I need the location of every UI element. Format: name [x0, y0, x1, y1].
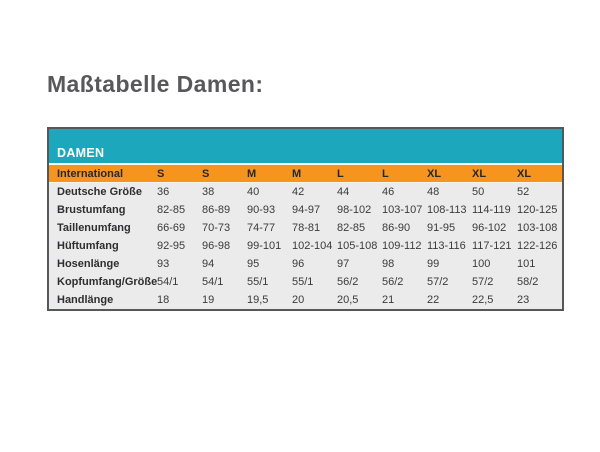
row-label: Hüftumfang	[57, 240, 119, 252]
value-cell: 99	[427, 258, 440, 270]
value-cell: 56/2	[337, 276, 359, 288]
row-label: Hosenlänge	[57, 258, 120, 270]
value-cell: 86-89	[202, 204, 231, 216]
value-cell: 114-119	[472, 204, 511, 216]
size-header-cell: XL	[517, 167, 532, 180]
size-header-cell: L	[382, 167, 389, 180]
value-cell: 78-81	[292, 222, 321, 234]
value-cell: 90-93	[247, 204, 276, 216]
row-label: Handlänge	[57, 294, 114, 306]
page-title: Maßtabelle Damen:	[47, 71, 264, 97]
value-cell: 113-116	[427, 240, 466, 252]
size-table	[47, 127, 564, 311]
value-cell: 96-102	[472, 222, 507, 234]
value-cell: 103-107	[382, 204, 423, 216]
value-cell: 101	[517, 258, 536, 270]
value-cell: 50	[472, 186, 485, 198]
value-cell: 92-95	[157, 240, 186, 252]
value-cell: 21	[382, 294, 395, 306]
value-cell: 48	[427, 186, 440, 198]
size-header-cell: XL	[427, 167, 442, 180]
value-cell: 97	[337, 258, 350, 270]
value-cell: 38	[202, 186, 215, 198]
value-cell: 96-98	[202, 240, 231, 252]
value-cell: 20,5	[337, 294, 359, 306]
value-cell: 46	[382, 186, 395, 198]
table-row	[49, 255, 562, 273]
value-cell: 58/2	[517, 276, 539, 288]
value-cell: 36	[157, 186, 170, 198]
row-label: Deutsche Größe	[57, 186, 142, 198]
value-cell: 103-108	[517, 222, 558, 234]
table-row	[49, 237, 562, 255]
value-cell: 18	[157, 294, 170, 306]
value-cell: 57/2	[427, 276, 449, 288]
table-row	[49, 273, 562, 291]
table-row	[49, 183, 562, 201]
value-cell: 94-97	[292, 204, 321, 216]
row-label: Taillenumfang	[57, 222, 131, 234]
value-cell: 19	[202, 294, 215, 306]
value-cell: 109-112	[382, 240, 422, 252]
size-header-cell: XL	[472, 167, 487, 180]
value-cell: 52	[517, 186, 530, 198]
value-cell: 57/2	[472, 276, 494, 288]
value-cell: 19,5	[247, 294, 269, 306]
size-header-cell: L	[337, 167, 344, 180]
value-cell: 55/1	[292, 276, 314, 288]
value-cell: 82-85	[337, 222, 366, 234]
value-cell: 94	[202, 258, 215, 270]
value-cell: 54/1	[202, 276, 224, 288]
table-header-title: DAMEN	[57, 146, 105, 160]
value-cell: 82-85	[157, 204, 186, 216]
value-cell: 55/1	[247, 276, 269, 288]
table-row	[49, 291, 562, 309]
value-cell: 56/2	[382, 276, 404, 288]
value-cell: 86-90	[382, 222, 411, 234]
value-cell: 95	[247, 258, 260, 270]
value-cell: 40	[247, 186, 260, 198]
value-cell: 117-121	[472, 240, 512, 252]
value-cell: 98	[382, 258, 395, 270]
table-body	[49, 183, 562, 309]
table-row	[49, 219, 562, 237]
size-header-row	[49, 165, 562, 183]
value-cell: 108-113	[427, 204, 467, 216]
value-cell: 20	[292, 294, 305, 306]
size-header-cell: M	[292, 167, 302, 180]
value-cell: 100	[472, 258, 491, 270]
value-cell: 91-95	[427, 222, 456, 234]
table-row	[49, 201, 562, 219]
value-cell: 22	[427, 294, 440, 306]
value-cell: 44	[337, 186, 350, 198]
row-label: Brustumfang	[57, 204, 126, 216]
value-cell: 105-108	[337, 240, 378, 252]
value-cell: 23	[517, 294, 530, 306]
size-header-cell: S	[202, 167, 210, 180]
row-label: Kopfumfang/Größe	[57, 276, 157, 288]
value-cell: 74-77	[247, 222, 276, 234]
value-cell: 98-102	[337, 204, 372, 216]
value-cell: 96	[292, 258, 305, 270]
value-cell: 42	[292, 186, 305, 198]
size-row-label: International	[57, 167, 124, 180]
value-cell: 120-125	[517, 204, 558, 216]
value-cell: 122-126	[517, 240, 558, 252]
table-header-band	[49, 129, 562, 165]
value-cell: 93	[157, 258, 170, 270]
value-cell: 66-69	[157, 222, 186, 234]
size-header-cell: S	[157, 167, 165, 180]
size-header-cell: M	[247, 167, 257, 180]
value-cell: 54/1	[157, 276, 179, 288]
value-cell: 22,5	[472, 294, 494, 306]
value-cell: 70-73	[202, 222, 231, 234]
value-cell: 99-101	[247, 240, 282, 252]
value-cell: 102-104	[292, 240, 333, 252]
